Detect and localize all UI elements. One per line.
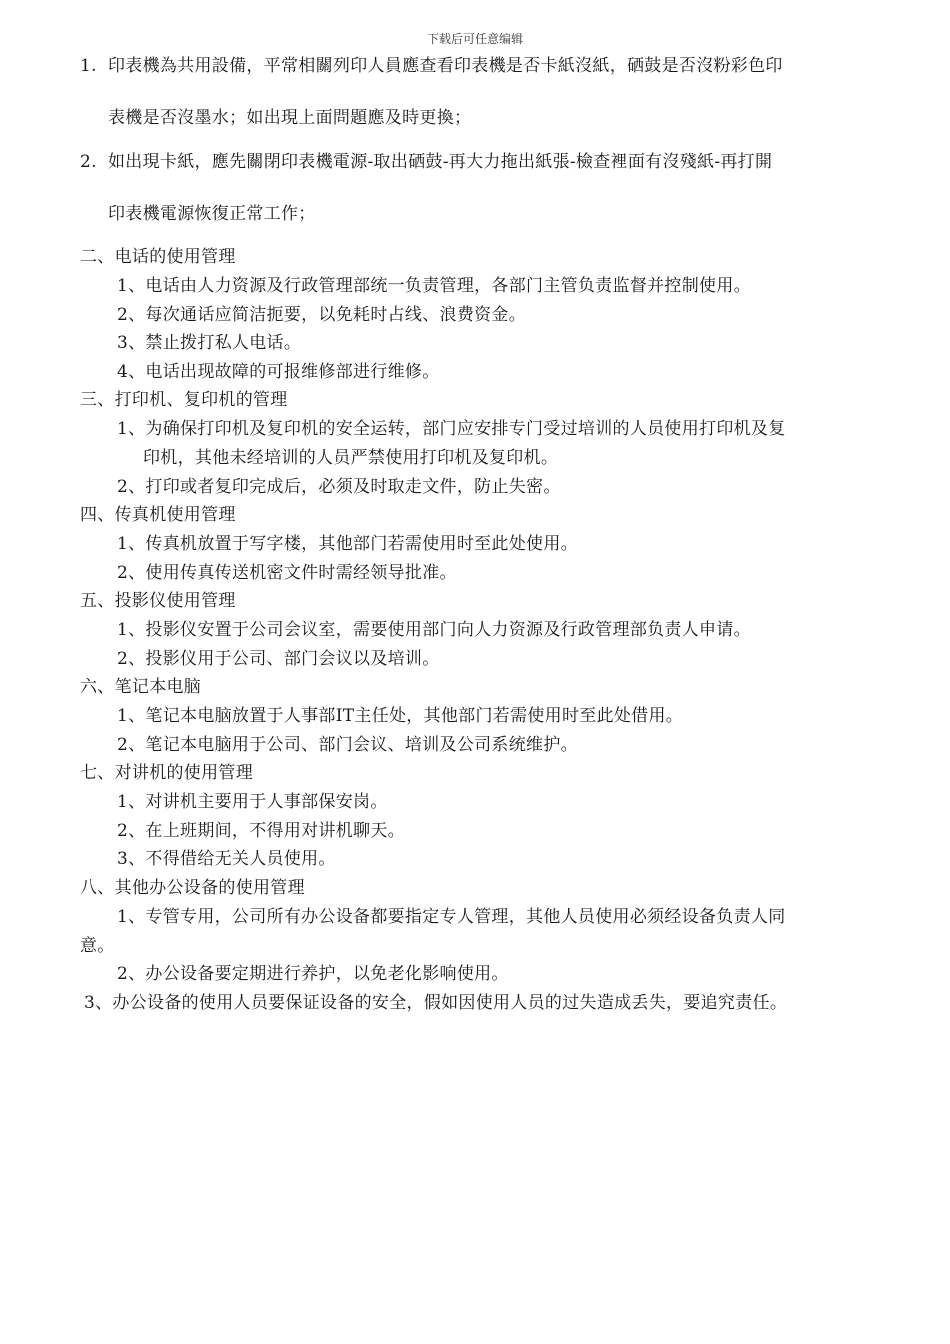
section-item: 2、在上班期间，不得用对讲机聊天。 — [117, 821, 405, 841]
item-text-line: 表機是否沒墨水；如出現上面問題應及時更換； — [108, 108, 472, 128]
section-item: 3、不得借给无关人员使用。 — [117, 849, 336, 869]
item-text-line: 印表機電源恢復正常工作； — [108, 204, 316, 224]
section-item: 2、使用传真传送机密文件时需经领导批准。 — [117, 563, 457, 583]
section-item: 3、禁止拨打私人电话。 — [117, 333, 302, 353]
section-title: 四、传真机使用管理 — [80, 505, 236, 525]
section-title: 六、笔记本电脑 — [80, 677, 202, 697]
item-text-line: 如出現卡紙，應先關閉印表機電源-取出硒鼓-再大力拖出紙張-檢查裡面有沒殘紙-再打開 — [108, 152, 773, 172]
item-number: 1. — [80, 56, 97, 76]
section-title: 七、对讲机的使用管理 — [80, 763, 253, 783]
section-item-continuation: 意。 — [80, 936, 115, 956]
section-title: 二、电话的使用管理 — [80, 247, 236, 267]
section-item: 2、打印或者复印完成后，必须及时取走文件，防止失密。 — [117, 477, 561, 497]
section-item: 1、投影仪安置于公司会议室，需要使用部门向人力资源及行政管理部负责人申请。 — [117, 620, 751, 640]
item-number: 2. — [80, 152, 97, 172]
section-item: 3、办公设备的使用人员要保证设备的安全，假如因使用人员的过失造成丢失，要追究责任。 — [84, 993, 788, 1013]
page-header-note: 下载后可任意编辑 — [426, 32, 523, 46]
section-title: 八、其他办公设备的使用管理 — [80, 878, 305, 898]
section-item-continuation: 印机，其他未经培训的人员严禁使用打印机及复印机。 — [143, 448, 559, 468]
section-item: 2、办公设备要定期进行养护，以免老化影响使用。 — [117, 964, 509, 984]
section-item: 1、对讲机主要用于人事部保安岗。 — [117, 792, 388, 812]
section-item: 1、传真机放置于写字楼，其他部门若需使用时至此处使用。 — [117, 534, 578, 554]
section-item: 2、笔记本电脑用于公司、部门会议、培训及公司系统维护。 — [117, 735, 578, 755]
item-text-line: 印表機為共用設備，平常相關列印人員應查看印表機是否卡紙沒紙，硒鼓是否沒粉彩色印 — [108, 56, 783, 76]
section-item: 2、每次通话应简洁扼要，以免耗时占线、浪费资金。 — [117, 305, 527, 325]
section-item: 4、电话出现故障的可报维修部进行维修。 — [117, 362, 440, 382]
section-item: 1、笔记本电脑放置于人事部IT主任处，其他部门若需使用时至此处借用。 — [117, 706, 684, 726]
section-item: 1、电话由人力资源及行政管理部统一负责管理，各部门主管负责监督并控制使用。 — [117, 276, 751, 296]
section-item: 2、投影仪用于公司、部门会议以及培训。 — [117, 649, 440, 669]
section-title: 五、投影仪使用管理 — [80, 591, 236, 611]
section-title: 三、打印机、复印机的管理 — [80, 390, 288, 410]
section-item: 1、专管专用，公司所有办公设备都要指定专人管理，其他人员使用必须经设备负责人同 — [117, 907, 786, 927]
section-item: 1、为确保打印机及复印机的安全运转，部门应安排专门受过培训的人员使用打印机及复 — [117, 419, 786, 439]
